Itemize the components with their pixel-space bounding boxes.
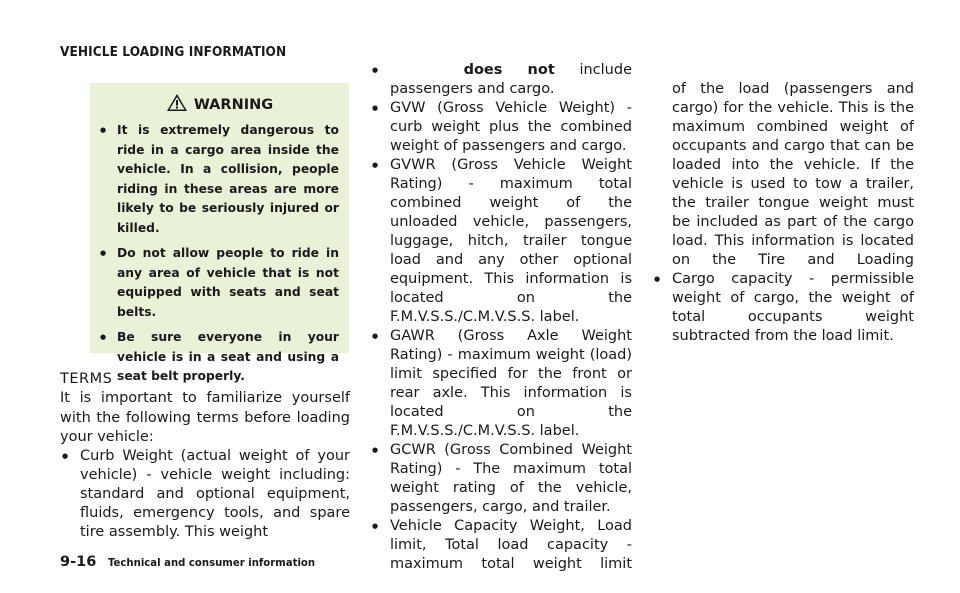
term-capacity-weight xyxy=(370,517,632,575)
term-capacity-weight-cont xyxy=(652,80,914,270)
term-gvw: ● GVW (Gross Vehicle Weight) - curb weight plus the combined weight of passengers and cargo. xyxy=(370,99,632,156)
term-text: include passengers and cargo. xyxy=(390,62,632,97)
term-gvwr: ● GVWR (Gross Vehicle Weight Rating) - maximum total combined weight of the unloaded vehicle, passengers, luggage, hitch, trailer tongue load and any other optional equipment. This information is located on the F.M.V.S.S./C.M.V.S.S. label. xyxy=(370,156,632,327)
page-number: 9-16 xyxy=(60,554,97,570)
term-text: of the load (passengers and cargo) for the vehicle. This is the maximum combined weight of occupants and cargo that can be loaded into the vehicle. If the vehicle is used to tow a trailer, the trailer tongue weight must be included as part of the cargo load. This information is located on the Tire and Loading xyxy=(672,81,914,268)
warning-heading xyxy=(100,93,339,121)
warning-triangle-icon xyxy=(166,93,188,120)
terms-list-col2 xyxy=(370,62,632,575)
warning-list xyxy=(100,121,339,387)
warning-item: ● Be sure everyone in your vehicle is in a seat and using a seat belt properly. xyxy=(100,328,339,387)
term-text: Curb Weight (actual weight of your vehicle) - vehicle weight including: standard and optional equipment, fluids, emergency tools, and spare tire assembly. This weight xyxy=(80,448,350,540)
page-footer xyxy=(60,554,333,570)
term-text: Vehicle Capacity Weight, Load limit, Total load capacity - maximum total weight limit xyxy=(390,518,632,572)
warning-item: ● It is extremely dangerous to ride in a cargo area inside the vehicle. In a collision, people riding in these areas are more likely to be seriously injured or killed. xyxy=(100,121,339,238)
term-curb-weight xyxy=(60,447,350,543)
warning-title: WARNING xyxy=(193,97,274,113)
section-title: VEHICLE LOADING INFORMATION xyxy=(60,44,287,60)
term-bold: does not xyxy=(463,62,555,78)
term-curb-weight-cont xyxy=(370,61,632,99)
terms-intro: It is important to familiarize yourself with the following terms before loading your vehicle: xyxy=(60,390,350,445)
warning-box xyxy=(90,83,349,383)
terms-list-col3 xyxy=(652,80,914,346)
warning-item: ● Do not allow people to ride in any area of vehicle that is not equipped with seats and seat belts. xyxy=(100,244,339,322)
terms-list-col1 xyxy=(60,447,350,543)
term-cargo-capacity: ● Cargo capacity - permissible weight of cargo, the weight of total occupants weight subtracted from the load limit. xyxy=(652,270,914,346)
chapter-title: Technical and consumer information xyxy=(108,556,316,569)
terms-heading: TERMS xyxy=(60,371,113,387)
term-gcwr: ● GCWR (Gross Combined Weight Rating) - The maximum total weight rating of the vehicle, passengers, cargo, and trailer. xyxy=(370,441,632,517)
term-gawr: ● GAWR (Gross Axle Weight Rating) - maximum weight (load) limit specified for the front or rear axle. This information is located on the F.M.V.S.S./C.M.V.S.S. label. xyxy=(370,327,632,441)
